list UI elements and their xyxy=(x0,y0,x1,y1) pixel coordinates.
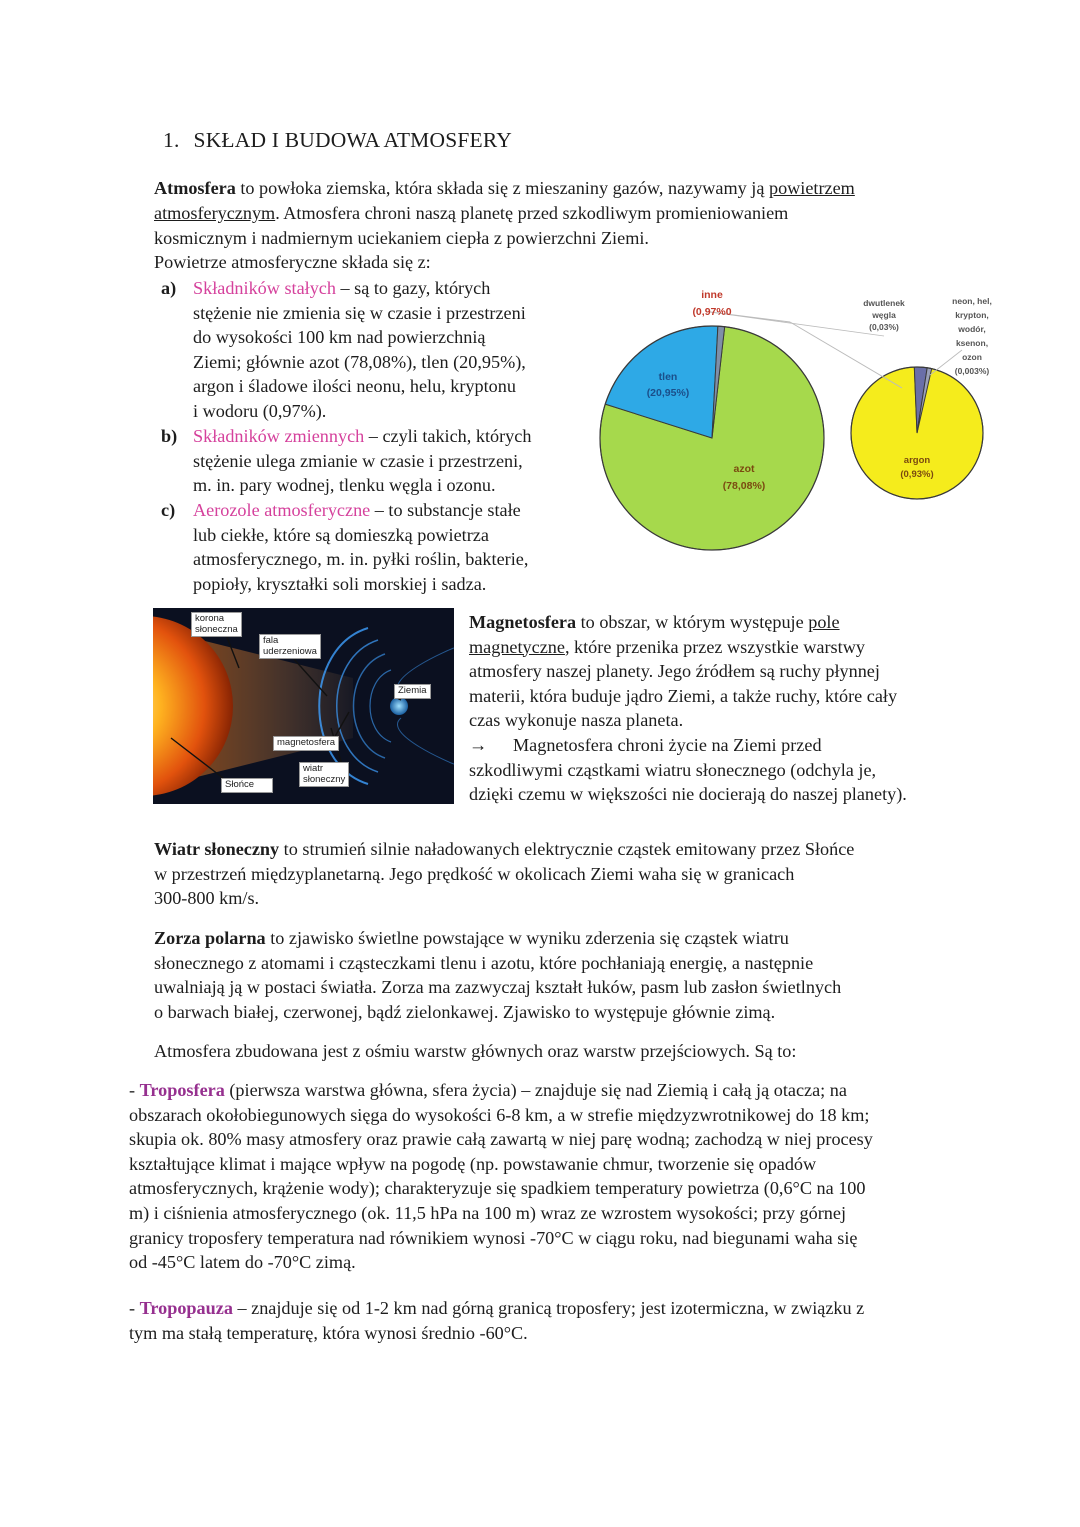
aurora-line: o barwach białej, czerwonej, bądź zielonkawej. Zjawisko to występuje głównie zimą. xyxy=(154,1001,776,1022)
label-tlen-pct: (20,95%) xyxy=(646,387,690,399)
label-rest: ksenon, xyxy=(955,338,989,348)
label-wiatr xyxy=(299,762,349,787)
term-skladniki-zmienne: Składników zmiennych xyxy=(193,426,365,446)
intro-term: Atmosfera xyxy=(154,178,236,198)
label-rest: ozon xyxy=(962,352,982,362)
label-inne: inne xyxy=(701,289,723,301)
intro-line-4: Powietrze atmosferyczne składa się z: xyxy=(154,252,431,272)
tropopause-line: tym ma stałą temperaturę, która wynosi średnio -60°C. xyxy=(129,1322,528,1343)
term-aerozole: Aerozole atmosferyczne xyxy=(193,500,371,520)
label-rest: krypton, xyxy=(955,310,989,320)
label-rest-pct: (0,003%) xyxy=(954,366,990,376)
component-a-line: stężenie nie zmienia się w czasie i przestrzeni xyxy=(193,302,526,323)
component-a-rest: – są to gazy, których xyxy=(335,278,491,298)
dash: - xyxy=(129,1080,140,1100)
magnetosphere-line: atmosfery naszej planety. Jego źródłem są ruchy płynnej xyxy=(469,661,880,682)
label-korona-line: słoneczna xyxy=(195,623,238,635)
composition-pie-charts xyxy=(590,280,1010,565)
section-title: SKŁAD I BUDOWA ATMOSFERY xyxy=(193,128,512,152)
component-b-line: stężenie ulega zmianie w czasie i przestrzeni, xyxy=(193,450,523,471)
magnetosphere-text: , które przenika przez wszystkie warstwy xyxy=(564,636,865,657)
troposphere-line: granicy troposfery temperatura nad równikiem wynosi -70°C w ciągu roku, nad biegunami waha się xyxy=(129,1227,858,1248)
dash: - xyxy=(129,1298,140,1318)
troposphere-line: kształtujące klimat i mające wpływ na pogodę (np. powstawanie chmur, tworzenie się opadów xyxy=(129,1153,817,1174)
label-co2-pct: (0,03%) xyxy=(869,322,899,332)
label-korona xyxy=(191,612,242,637)
link-magnetyczne[interactable]: magnetyczne xyxy=(469,636,565,657)
troposphere-paragraph xyxy=(129,1078,969,1275)
troposphere-line: m) i ciśnienia atmosferycznego (ok. 11,5 hPa na 100 m) wraz ze wzrostem wysokości; przy górnej xyxy=(129,1202,847,1223)
term-wiatr-sloneczny: Wiatr słoneczny xyxy=(154,839,280,859)
component-a-line: Ziemi; głównie azot (78,08%), tlen (20,95%), xyxy=(193,351,526,372)
troposphere-text: (pierwsza warstwa główna, sfera życia) – znajduje się nad Ziemią i całą ją otacza; na xyxy=(224,1080,847,1100)
intro-line-3: kosmicznym i nadmiernym uciekaniem ciepła z powierzchni Ziemi. xyxy=(154,228,649,248)
link-pole[interactable]: pole xyxy=(808,612,840,632)
label-azot-pct: (78,08%) xyxy=(722,480,766,492)
link-atmosferycznym[interactable]: atmosferycznym xyxy=(154,203,276,223)
component-a-line: argon i śladowe ilości neonu, helu, kryptonu xyxy=(193,376,516,397)
magnetosphere-line: dzięki czemu w większości nie docierają do naszej planety). xyxy=(469,784,907,805)
term-zorza-polarna: Zorza polarna xyxy=(154,928,266,948)
tropopause-paragraph xyxy=(129,1296,969,1345)
tropopause-text: – znajduje się od 1-2 km nad górną granicą troposfery; jest izotermiczna, w związku z xyxy=(232,1298,865,1318)
intro-line-1 xyxy=(154,176,954,201)
label-fala-line: fala xyxy=(263,635,279,646)
solar-wind-line: 300-800 km/s. xyxy=(154,888,260,909)
term-troposfera: Troposfera xyxy=(139,1080,225,1100)
list-label-c: c) xyxy=(161,500,176,520)
label-argon: argon xyxy=(903,455,931,466)
troposphere-line: skupia ok. 80% masy atmosfery oraz prawie całą zawartą w niej parę wodną; zachodzą w niej procesy xyxy=(129,1129,873,1150)
list-label-b: b) xyxy=(161,426,178,446)
troposphere-line: obszarach okołobiegunowych sięga do wysokości 6-8 km, a w strefie międzyzwrotnikowej do 18 km; xyxy=(129,1104,870,1125)
label-inne-pct: (0,97%0 xyxy=(692,306,732,318)
label-ziemia: Ziemia xyxy=(394,684,431,699)
main-pie xyxy=(600,326,824,550)
component-a-text xyxy=(193,276,593,424)
troposphere-line: od -45°C latem do -70°C zimą. xyxy=(129,1252,356,1273)
magnetosphere-line: materii, która buduje jądro Ziemi, a także ruchy, które cały xyxy=(469,685,898,706)
label-co2: dwutlenek xyxy=(863,298,905,308)
magnetosphere-line: szkodliwymi cząstkami wiatru słonecznego (odchyla je, xyxy=(469,759,877,780)
list-label-a: a) xyxy=(161,278,177,298)
label-magnetosfera: magnetosfera xyxy=(273,736,339,751)
section-number: 1. xyxy=(163,128,180,152)
component-a-line: do wysokości 100 km nad powierzchnią xyxy=(193,327,486,348)
label-wiatr-line: wiatr xyxy=(303,763,324,774)
term-tropopauza: Tropopauza xyxy=(139,1298,233,1318)
magnetosphere-paragraph xyxy=(469,610,969,807)
component-c-line: popioły, kryształki soli morskiej i sadza. xyxy=(193,573,487,594)
term-magnetosfera: Magnetosfera xyxy=(469,612,577,632)
troposphere-line: atmosferycznych, krążenie wody); charakteryzuje się spadkiem temperatury powietrza (0,6°C na 100 xyxy=(129,1178,866,1199)
intro-text-2: . Atmosfera chroni naszą planetę przed szkodliwym promieniowaniem xyxy=(275,203,789,223)
label-argon-pct: (0,93%) xyxy=(900,469,934,480)
arrow-icon: → xyxy=(469,734,488,755)
label-rest: neon, hel, xyxy=(952,296,992,306)
component-c-line: lub ciekłe, które są domieszką powietrza xyxy=(193,524,489,545)
label-azot: azot xyxy=(733,463,755,475)
aurora-line: słonecznego z atomami i cząsteczkami tlenu i azotu, które pochłaniają energię, a następnie xyxy=(154,952,814,973)
term-skladniki-stale: Składników stałych xyxy=(193,278,336,298)
label-slonce: Słońce xyxy=(221,778,273,793)
aurora-paragraph xyxy=(154,926,974,1024)
solar-wind-text: to strumień silnie naładowanych elektrycznie cząstek emitowany przez Słońce xyxy=(279,839,855,859)
label-fala xyxy=(259,634,321,659)
section-heading xyxy=(163,128,512,153)
label-co2: węgla xyxy=(872,310,896,320)
solar-wind-paragraph xyxy=(154,837,974,911)
solar-wind-line: w przestrzeń międzyplanetarną. Jego prędkość w okolicach Ziemi waha się w granicach xyxy=(154,863,795,884)
magnetosphere-text: to obszar, w którym występuje xyxy=(576,612,809,632)
component-b-line: m. in. pary wodnej, tlenku węgla i ozonu. xyxy=(193,475,496,496)
intro-text: to powłoka ziemska, która składa się z mieszaniny gazów, nazywamy ją xyxy=(235,178,769,198)
component-b-rest: – czyli takich, których xyxy=(364,426,532,446)
magnetosphere-diagram xyxy=(153,608,454,804)
layers-intro: Atmosfera zbudowana jest z ośmiu warstw głównych oraz warstw przejściowych. Są to: xyxy=(154,1041,797,1061)
component-c-line: atmosferycznego, m. in. pyłki roślin, bakterie, xyxy=(193,549,529,570)
component-a-line: i wodoru (0,97%). xyxy=(193,400,327,421)
magnetosphere-line: Magnetosfera chroni życie na Ziemi przed xyxy=(513,734,822,755)
components-list xyxy=(161,276,601,606)
label-wiatr-line: słoneczny xyxy=(303,773,346,785)
component-c-rest: – to substancje stałe xyxy=(370,500,521,520)
component-b-text xyxy=(193,424,593,498)
aurora-text: to zjawisko świetlne powstające w wyniku zderzenia się cząstek wiatru xyxy=(265,928,789,948)
label-rest: wodór, xyxy=(958,324,986,334)
intro-line-2 xyxy=(154,201,954,226)
label-tlen: tlen xyxy=(658,371,678,383)
magnetosphere-line: czas wykonuje nasza planeta. xyxy=(469,710,684,731)
component-c-text xyxy=(193,498,593,596)
aurora-line: uwalniają ją w postaci światła. Zorza ma zazwyczaj kształt łuków, pasm lub zasłon świetlnych xyxy=(154,977,842,998)
label-korona-line: korona xyxy=(195,613,225,624)
label-fala-line: uderzeniowa xyxy=(263,645,317,657)
link-powietrzem[interactable]: powietrzem xyxy=(768,178,855,198)
